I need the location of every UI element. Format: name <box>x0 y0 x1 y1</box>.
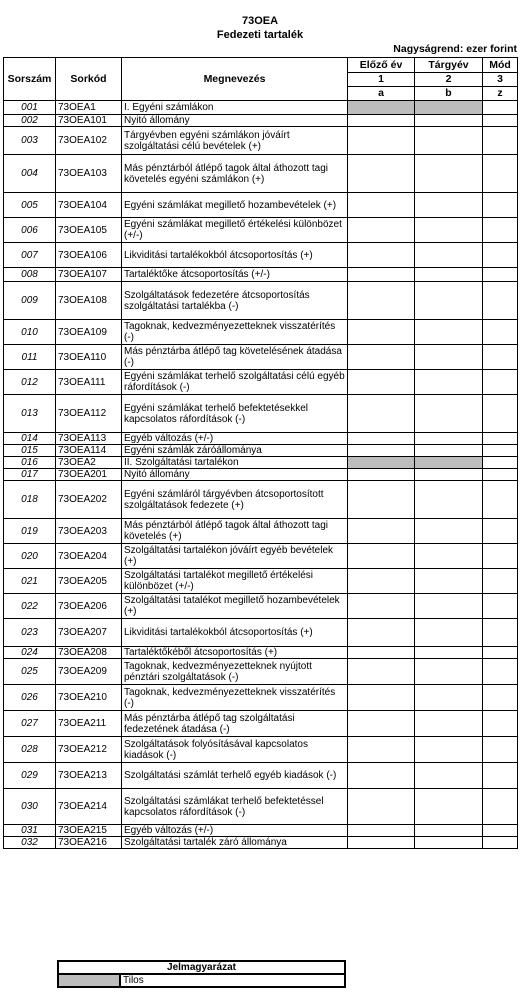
row-sorszam: 023 <box>4 619 56 647</box>
cell-elozo-ev[interactable] <box>348 544 415 569</box>
cell-targyev[interactable] <box>415 544 483 569</box>
table-row <box>4 457 518 469</box>
row-sorkod: 73OEA103 <box>56 155 122 193</box>
cell-elozo-ev[interactable] <box>348 445 415 457</box>
cell-targyev[interactable] <box>415 685 483 711</box>
row-megnevezes: I. Egyéni számlákon <box>122 101 348 115</box>
cell-mod[interactable] <box>483 127 518 155</box>
row-sorszam: 017 <box>4 469 56 481</box>
cell-targyev[interactable] <box>415 370 483 395</box>
data-table <box>3 57 518 849</box>
table-row <box>4 433 518 445</box>
cell-mod[interactable] <box>483 218 518 243</box>
row-sorszam: 025 <box>4 659 56 685</box>
row-sorkod: 73OEA203 <box>56 519 122 544</box>
row-sorszam: 007 <box>4 243 56 268</box>
cell-mod[interactable] <box>483 619 518 647</box>
cell-mod[interactable] <box>483 395 518 433</box>
row-megnevezes: Nyitó állomány <box>122 115 348 127</box>
row-sorkod: 73OEA209 <box>56 659 122 685</box>
cell-elozo-ev[interactable] <box>348 193 415 218</box>
row-megnevezes: Más pénztárba átlépő tag szolgáltatási fedezetének átadása (-) <box>122 711 348 737</box>
row-sorszam: 031 <box>4 825 56 837</box>
table-row <box>4 837 518 849</box>
row-sorkod: 73OEA107 <box>56 268 122 282</box>
cell-targyev[interactable] <box>415 594 483 619</box>
row-sorszam: 027 <box>4 711 56 737</box>
table-row <box>4 789 518 825</box>
cell-mod[interactable] <box>483 370 518 395</box>
cell-elozo-ev[interactable] <box>348 282 415 320</box>
cell-targyev[interactable] <box>415 433 483 445</box>
cell-mod[interactable] <box>483 837 518 849</box>
row-sorszam: 006 <box>4 218 56 243</box>
cell-elozo-ev[interactable] <box>348 569 415 594</box>
table-row <box>4 101 518 115</box>
table-row <box>4 569 518 594</box>
row-megnevezes: Egyéb változás (+/-) <box>122 433 348 445</box>
table-row <box>4 519 518 544</box>
row-sorkod: 73OEA213 <box>56 763 122 789</box>
row-sorkod: 73OEA215 <box>56 825 122 837</box>
row-sorkod: 73OEA109 <box>56 320 122 345</box>
cell-elozo-ev <box>348 457 415 469</box>
row-sorkod: 73OEA110 <box>56 345 122 370</box>
legend-title: Jelmagyarázat <box>58 961 345 974</box>
row-sorszam: 024 <box>4 647 56 659</box>
table-row <box>4 268 518 282</box>
cell-targyev[interactable] <box>415 282 483 320</box>
row-megnevezes: Szolgáltatások folyósításával kapcsolatos kiadások (-) <box>122 737 348 763</box>
cell-targyev[interactable] <box>415 481 483 519</box>
cell-mod[interactable] <box>483 647 518 659</box>
cell-elozo-ev[interactable] <box>348 243 415 268</box>
table-row <box>4 115 518 127</box>
row-sorszam: 020 <box>4 544 56 569</box>
row-sorszam: 012 <box>4 370 56 395</box>
cell-targyev[interactable] <box>415 519 483 544</box>
cell-targyev <box>415 457 483 469</box>
col-header-megnevezes: Megnevezés <box>122 58 348 101</box>
col-header-sorszam: Sorszám <box>4 58 56 101</box>
cell-elozo-ev[interactable] <box>348 370 415 395</box>
row-sorszam: 009 <box>4 282 56 320</box>
cell-targyev[interactable] <box>415 659 483 685</box>
table-row <box>4 345 518 370</box>
row-sorszam: 013 <box>4 395 56 433</box>
row-sorszam: 002 <box>4 115 56 127</box>
row-sorkod: 73OEA214 <box>56 789 122 825</box>
row-sorkod: 73OEA112 <box>56 395 122 433</box>
row-sorkod: 73OEA210 <box>56 685 122 711</box>
cell-mod[interactable] <box>483 445 518 457</box>
cell-mod[interactable] <box>483 433 518 445</box>
table-row <box>4 469 518 481</box>
cell-mod[interactable] <box>483 544 518 569</box>
row-megnevezes: Egyéni számlákat terhelő befektetésekkel kapcsolatos ráfordítások (-) <box>122 395 348 433</box>
row-megnevezes: Likviditási tartalékokból átcsoportosítás (+) <box>122 243 348 268</box>
cell-mod[interactable] <box>483 282 518 320</box>
col-number-3: 3 <box>483 73 518 87</box>
form-code: 73OEA <box>241 15 279 27</box>
table-body <box>4 101 518 849</box>
legend <box>57 960 346 988</box>
form-title: Fedezeti tartalék <box>216 29 304 41</box>
table-row <box>4 218 518 243</box>
cell-mod[interactable] <box>483 481 518 519</box>
table-row <box>4 243 518 268</box>
cell-elozo-ev[interactable] <box>348 395 415 433</box>
cell-mod[interactable] <box>483 115 518 127</box>
cell-targyev[interactable] <box>415 469 483 481</box>
row-sorszam: 030 <box>4 789 56 825</box>
legend-label-tilos: Tilos <box>120 974 345 987</box>
table-row <box>4 763 518 789</box>
col-number-2: 2 <box>415 73 483 87</box>
row-megnevezes: Szolgáltatási tatalékot megillető hozambevételek (+) <box>122 594 348 619</box>
table-row <box>4 737 518 763</box>
cell-elozo-ev[interactable] <box>348 659 415 685</box>
cell-mod[interactable] <box>483 659 518 685</box>
row-sorszam: 011 <box>4 345 56 370</box>
cell-elozo-ev[interactable] <box>348 433 415 445</box>
row-megnevezes: Egyéni számlákat megillető hozambevételek (+) <box>122 193 348 218</box>
row-sorkod: 73OEA113 <box>56 433 122 445</box>
row-sorkod: 73OEA207 <box>56 619 122 647</box>
col-header-mod: Mód <box>483 58 518 73</box>
row-sorkod: 73OEA114 <box>56 445 122 457</box>
cell-elozo-ev[interactable] <box>348 519 415 544</box>
row-megnevezes: Tagoknak, kedvezményezetteknek nyújtott pénztári szolgáltatások (-) <box>122 659 348 685</box>
cell-elozo-ev[interactable] <box>348 837 415 849</box>
row-megnevezes: Likviditási tartalékokból átcsoportosítás (+) <box>122 619 348 647</box>
cell-elozo-ev[interactable] <box>348 481 415 519</box>
row-megnevezes: Szolgáltatási számlát terhelő egyéb kiadások (-) <box>122 763 348 789</box>
table-row <box>4 370 518 395</box>
row-sorszam: 032 <box>4 837 56 849</box>
row-sorkod: 73OEA1 <box>56 101 122 115</box>
col-header-sorkod: Sorkód <box>56 58 122 101</box>
cell-mod[interactable] <box>483 193 518 218</box>
table-row <box>4 711 518 737</box>
unit-label: Nagyságrend: ezer forint <box>393 43 517 55</box>
cell-mod[interactable] <box>483 320 518 345</box>
row-sorkod: 73OEA201 <box>56 469 122 481</box>
cell-elozo-ev[interactable] <box>348 594 415 619</box>
cell-elozo-ev[interactable] <box>348 825 415 837</box>
cell-targyev[interactable] <box>415 320 483 345</box>
cell-elozo-ev[interactable] <box>348 737 415 763</box>
cell-elozo-ev[interactable] <box>348 320 415 345</box>
col-header-elozo-ev: Előző év <box>348 58 415 73</box>
row-sorszam: 028 <box>4 737 56 763</box>
table-row <box>4 395 518 433</box>
row-megnevezes: Szolgáltatások fedezetére átcsoportosítás szolgáltatási tartalékba (-) <box>122 282 348 320</box>
cell-elozo-ev[interactable] <box>348 268 415 282</box>
row-sorkod: 73OEA212 <box>56 737 122 763</box>
row-megnevezes: Tartaléktőkéből átcsoportosítás (+) <box>122 647 348 659</box>
cell-targyev[interactable] <box>415 789 483 825</box>
cell-targyev[interactable] <box>415 711 483 737</box>
cell-targyev[interactable] <box>415 737 483 763</box>
row-sorkod: 73OEA211 <box>56 711 122 737</box>
cell-mod[interactable] <box>483 243 518 268</box>
col-letter-a: a <box>348 87 415 101</box>
row-megnevezes: Szolgáltatási számlákat terhelő befektetéssel kapcsolatos ráfordítások (-) <box>122 789 348 825</box>
row-sorszam: 014 <box>4 433 56 445</box>
table-row <box>4 685 518 711</box>
cell-elozo-ev[interactable] <box>348 789 415 825</box>
cell-targyev <box>415 101 483 115</box>
cell-mod[interactable] <box>483 711 518 737</box>
row-megnevezes: Más pénztárból átlépő tagok által áthozott tagi követelés egyéni számlákon (+) <box>122 155 348 193</box>
row-sorszam: 005 <box>4 193 56 218</box>
row-sorszam: 008 <box>4 268 56 282</box>
cell-elozo-ev[interactable] <box>348 345 415 370</box>
cell-elozo-ev[interactable] <box>348 115 415 127</box>
row-sorszam: 010 <box>4 320 56 345</box>
cell-elozo-ev[interactable] <box>348 711 415 737</box>
cell-targyev[interactable] <box>415 395 483 433</box>
row-sorkod: 73OEA108 <box>56 282 122 320</box>
cell-targyev[interactable] <box>415 569 483 594</box>
cell-elozo-ev <box>348 101 415 115</box>
row-megnevezes: Szolgáltatási tartalékon jóváírt egyéb bevételek (+) <box>122 544 348 569</box>
row-megnevezes: Szolgáltatási tartalékot megillető értékelési különbözet (+/-) <box>122 569 348 594</box>
row-sorkod: 73OEA106 <box>56 243 122 268</box>
cell-targyev[interactable] <box>415 647 483 659</box>
cell-targyev[interactable] <box>415 193 483 218</box>
row-sorszam: 001 <box>4 101 56 115</box>
cell-mod[interactable] <box>483 345 518 370</box>
cell-elozo-ev[interactable] <box>348 619 415 647</box>
row-sorkod: 73OEA202 <box>56 481 122 519</box>
row-sorkod: 73OEA101 <box>56 115 122 127</box>
table-row <box>4 127 518 155</box>
row-sorkod: 73OEA104 <box>56 193 122 218</box>
row-megnevezes: II. Szolgáltatási tartalékon <box>122 457 348 469</box>
cell-targyev[interactable] <box>415 763 483 789</box>
row-sorkod: 73OEA205 <box>56 569 122 594</box>
row-megnevezes: Tagoknak, kedvezményezetteknek visszatérítés (-) <box>122 685 348 711</box>
cell-mod[interactable] <box>483 519 518 544</box>
row-megnevezes: Nyitó állomány <box>122 469 348 481</box>
row-megnevezes: Más pénztárba átlépő tag követelésének átadása (-) <box>122 345 348 370</box>
cell-elozo-ev[interactable] <box>348 155 415 193</box>
row-megnevezes: Egyéni számlákat terhelő szolgáltatási célú egyéb ráfordítások (-) <box>122 370 348 395</box>
table-row <box>4 544 518 569</box>
row-megnevezes: Tartaléktőke átcsoportosítás (+/-) <box>122 268 348 282</box>
row-sorkod: 73OEA2 <box>56 457 122 469</box>
cell-mod[interactable] <box>483 825 518 837</box>
row-megnevezes: Szolgáltatási tartalék záró állománya <box>122 837 348 849</box>
cell-elozo-ev[interactable] <box>348 127 415 155</box>
table-row <box>4 282 518 320</box>
cell-targyev[interactable] <box>415 837 483 849</box>
row-sorkod: 73OEA105 <box>56 218 122 243</box>
cell-elozo-ev[interactable] <box>348 647 415 659</box>
row-megnevezes: Egyéni számlák záróállománya <box>122 445 348 457</box>
row-sorkod: 73OEA216 <box>56 837 122 849</box>
cell-targyev[interactable] <box>415 155 483 193</box>
row-sorszam: 004 <box>4 155 56 193</box>
cell-targyev[interactable] <box>415 445 483 457</box>
cell-mod[interactable] <box>483 763 518 789</box>
legend-swatch-gray <box>58 974 120 987</box>
table-row <box>4 155 518 193</box>
cell-mod[interactable] <box>483 685 518 711</box>
row-sorszam: 016 <box>4 457 56 469</box>
row-megnevezes: Tagoknak, kedvezményezetteknek visszatérítés (-) <box>122 320 348 345</box>
cell-elozo-ev[interactable] <box>348 469 415 481</box>
table-row <box>4 825 518 837</box>
table-row <box>4 619 518 647</box>
row-sorkod: 73OEA204 <box>56 544 122 569</box>
col-header-targyev: Tárgyév <box>415 58 483 73</box>
row-sorszam: 003 <box>4 127 56 155</box>
cell-mod[interactable] <box>483 469 518 481</box>
col-letter-z: z <box>483 87 518 101</box>
table-row <box>4 647 518 659</box>
col-number-1: 1 <box>348 73 415 87</box>
cell-mod[interactable] <box>483 101 518 115</box>
table-row <box>4 659 518 685</box>
table-row <box>4 193 518 218</box>
row-megnevezes: Más pénztárból átlépő tagok által áthozott tagi követelés (+) <box>122 519 348 544</box>
cell-targyev[interactable] <box>415 619 483 647</box>
cell-targyev[interactable] <box>415 127 483 155</box>
table-row <box>4 445 518 457</box>
cell-mod[interactable] <box>483 569 518 594</box>
cell-targyev[interactable] <box>415 243 483 268</box>
row-megnevezes: Egyéni számláról tárgyévben átcsoportosított szolgáltatások fedezete (+) <box>122 481 348 519</box>
cell-elozo-ev[interactable] <box>348 685 415 711</box>
cell-targyev[interactable] <box>415 218 483 243</box>
row-sorszam: 021 <box>4 569 56 594</box>
row-sorszam: 018 <box>4 481 56 519</box>
cell-mod[interactable] <box>483 737 518 763</box>
cell-mod[interactable] <box>483 457 518 469</box>
col-letter-b: b <box>415 87 483 101</box>
row-sorkod: 73OEA208 <box>56 647 122 659</box>
cell-targyev[interactable] <box>415 825 483 837</box>
row-megnevezes: Egyéb változás (+/-) <box>122 825 348 837</box>
row-sorszam: 026 <box>4 685 56 711</box>
cell-targyev[interactable] <box>415 345 483 370</box>
row-megnevezes: Tárgyévben egyéni számlákon jóváírt szolgáltatási célú bevételek (+) <box>122 127 348 155</box>
row-sorkod: 73OEA206 <box>56 594 122 619</box>
table-row <box>4 481 518 519</box>
cell-elozo-ev[interactable] <box>348 763 415 789</box>
row-sorszam: 019 <box>4 519 56 544</box>
cell-mod[interactable] <box>483 594 518 619</box>
row-sorszam: 022 <box>4 594 56 619</box>
row-sorszam: 029 <box>4 763 56 789</box>
table-row <box>4 594 518 619</box>
cell-targyev[interactable] <box>415 115 483 127</box>
row-megnevezes: Egyéni számlákat megillető értékelési különbözet (+/-) <box>122 218 348 243</box>
cell-targyev[interactable] <box>415 268 483 282</box>
row-sorkod: 73OEA111 <box>56 370 122 395</box>
table-row <box>4 320 518 345</box>
row-sorkod: 73OEA102 <box>56 127 122 155</box>
cell-mod[interactable] <box>483 789 518 825</box>
row-sorszam: 015 <box>4 445 56 457</box>
cell-elozo-ev[interactable] <box>348 218 415 243</box>
cell-mod[interactable] <box>483 155 518 193</box>
cell-mod[interactable] <box>483 268 518 282</box>
